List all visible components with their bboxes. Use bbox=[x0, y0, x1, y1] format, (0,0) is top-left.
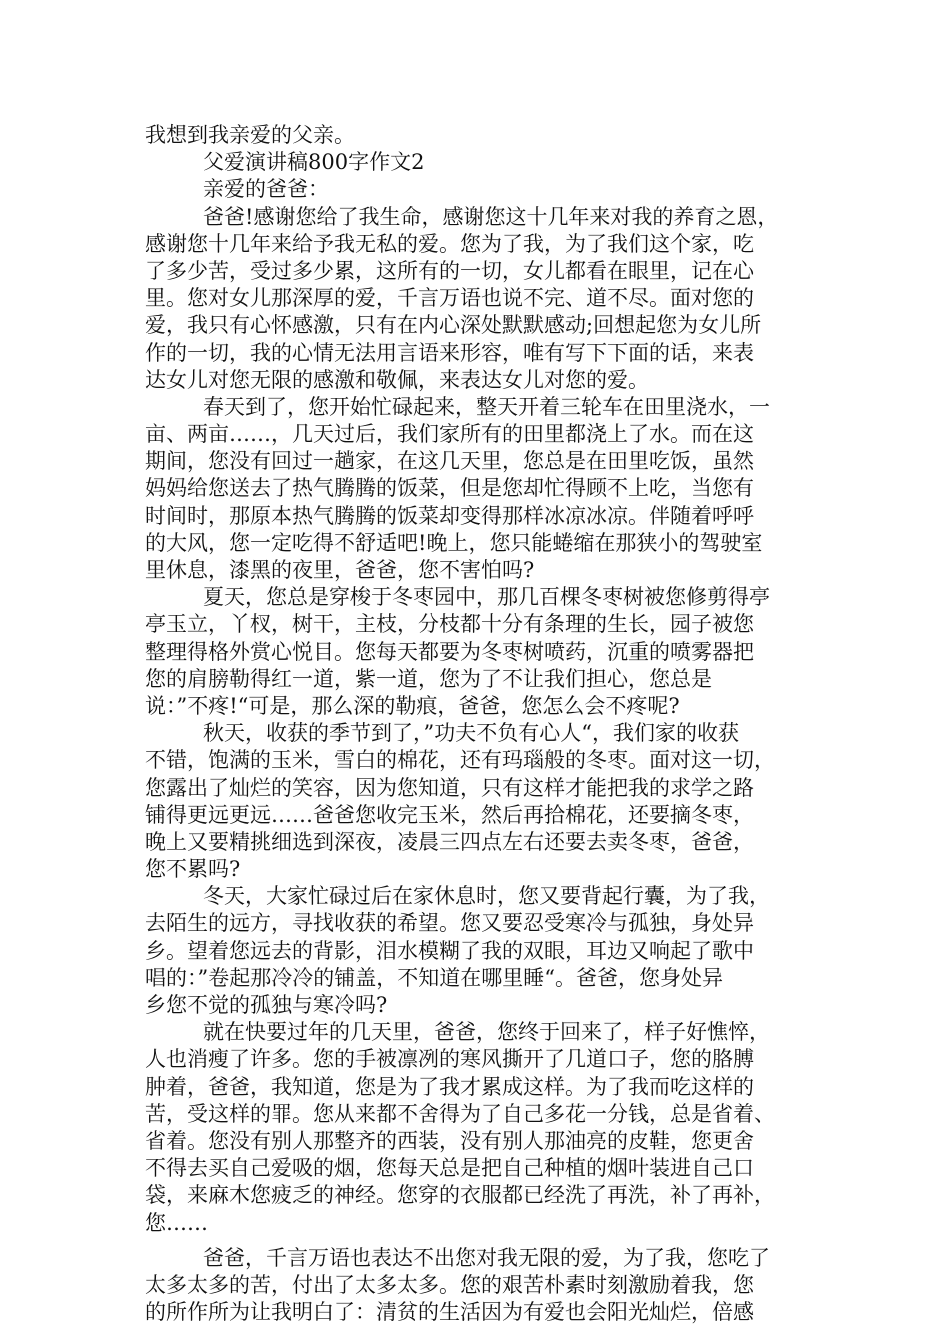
text-line: 感谢您十几年来给予我无私的爱。您为了我，为了我们这个家，吃 bbox=[145, 231, 754, 256]
text-line: 您的肩膀勒得红一道，紫一道，您为了不让我们担心，您总是 bbox=[145, 666, 712, 691]
text-line: 亭玉立，丫杈，树干，主枝，分枝都十分有条理的生长，园子被您 bbox=[145, 612, 754, 637]
text-line: 爸爸!感谢您给了我生命，感谢您这十几年来对我的养育之恩， bbox=[203, 204, 779, 229]
text-line: 乡您不觉的孤独与寒冷吗? bbox=[145, 993, 388, 1017]
text-line: 时间时，那原本热气腾腾的饭菜却变得那样冰凉冰凉。伴随着呼呼 bbox=[145, 503, 754, 528]
text-line: 里。您对女儿那深厚的爱，千言万语也说不完、道不尽。面对您的 bbox=[145, 286, 754, 311]
text-line: 您不累吗? bbox=[145, 857, 241, 882]
text-line: 唱的：”卷起那冷冷的铺盖，不知道在哪里睡“。爸爸，您身处异 bbox=[145, 965, 723, 990]
text-line: 晚上又要精挑细选到深夜，凌晨三四点左右还要去卖冬枣，爸爸， bbox=[145, 829, 754, 854]
text-line: 就在快要过年的几天里，爸爸，您终于回来了，样子好憔悴， bbox=[203, 1020, 770, 1045]
text-line: 说：”不疼!“可是，那么深的勒痕，爸爸，您怎么会不疼呢? bbox=[145, 693, 680, 718]
text-line: 秋天，收获的季节到了，”功夫不负有心人“，我们家的收获 bbox=[203, 721, 739, 746]
text-line: 省着。您没有别人那整齐的西装，没有别人那油亮的皮鞋，您更舍 bbox=[145, 1128, 754, 1153]
text-line: 太多太多的苦，付出了太多太多。您的艰苦朴素时刻激励着我，您 bbox=[145, 1272, 754, 1297]
text-line: 亲爱的爸爸： bbox=[203, 177, 329, 202]
text-line: 爸爸，千言万语也表达不出您对我无限的爱，为了我，您吃了 bbox=[203, 1245, 770, 1270]
text-line: 妈妈给您送去了热气腾腾的饭菜，但是您却忙得顾不上吃，当您有 bbox=[145, 476, 754, 501]
text-line: 了多少苦，受过多少累，这所有的一切，女儿都看在眼里，记在心 bbox=[145, 258, 754, 283]
text-line: 乡。望着您远去的背影，泪水模糊了我的双眼，耳边又响起了歌中 bbox=[145, 938, 754, 963]
text-line: 的所作所为让我明白了：清贫的生活因为有爱也会阳光灿烂，倍感 bbox=[145, 1300, 754, 1325]
text-line: 春天到了，您开始忙碌起来，整天开着三轮车在田里浇水，一 bbox=[203, 394, 770, 419]
text-line: 铺得更远更远……爸爸您收完玉米，然后再拾棉花，还要摘冬枣， bbox=[145, 802, 754, 827]
text-line: 去陌生的远方，寻找收获的希望。您又要忍受寒冷与孤独，身处异 bbox=[145, 911, 754, 936]
text-line: 不得去买自己爱吸的烟，您每天总是把自己种植的烟叶装进自己口 bbox=[145, 1156, 754, 1181]
paragraph-gap bbox=[145, 1237, 805, 1245]
document-body-text bbox=[145, 122, 805, 1326]
text-line: 的大风，您一定吃得不舒适吧!晚上，您只能蜷缩在那狭小的驾驶室 bbox=[145, 530, 763, 555]
text-line: 父爱演讲稿800字作文2 bbox=[203, 150, 425, 175]
text-line: 您露出了灿烂的笑容，因为您知道，只有这样才能把我的求学之路 bbox=[145, 775, 754, 800]
text-line: 冬天，大家忙碌过后在家休息时，您又要背起行囊，为了我， bbox=[203, 884, 770, 909]
text-line: 整理得格外赏心悦目。您每天都要为冬枣树喷药，沉重的喷雾器把 bbox=[145, 639, 754, 664]
text-line: 袋，来麻木您疲乏的神经。您穿的衣服都已经洗了再洗，补了再补， bbox=[145, 1183, 775, 1208]
text-line: 您…… bbox=[145, 1210, 208, 1235]
text-line: 我想到我亲爱的父亲。 bbox=[145, 123, 355, 147]
text-line: 作的一切，我的心情无法用言语来形容，唯有写下下面的话，来表 bbox=[145, 340, 754, 365]
text-line: 里休息，漆黑的夜里，爸爸，您不害怕吗? bbox=[145, 558, 535, 582]
text-line: 不错，饱满的玉米，雪白的棉花，还有玛瑙般的冬枣。面对这一切， bbox=[145, 748, 775, 773]
text-line: 苦，受这样的罪。您从来都不舍得为了自己多花一分钱，总是省着、 bbox=[145, 1101, 775, 1126]
text-line: 达女儿对您无限的感激和敬佩，来表达女儿对您的爱。 bbox=[145, 367, 649, 392]
text-line: 期间，您没有回过一趟家，在这几天里，您总是在田里吃饭，虽然 bbox=[145, 449, 754, 474]
text-line: 人也消瘦了许多。您的手被凛冽的寒风撕开了几道口子，您的胳膊 bbox=[145, 1047, 754, 1072]
text-line: 肿着，爸爸，我知道，您是为了我才累成这样。为了我而吃这样的 bbox=[145, 1074, 754, 1099]
text-line: 亩、两亩……，几天过后，我们家所有的田里都浇上了水。而在这 bbox=[145, 422, 754, 447]
text-line: 夏天，您总是穿梭于冬枣园中，那几百棵冬枣树被您修剪得亭 bbox=[203, 585, 770, 610]
text-line: 爱，我只有心怀感激，只有在内心深处默默感动;回想起您为女儿所 bbox=[145, 313, 762, 338]
